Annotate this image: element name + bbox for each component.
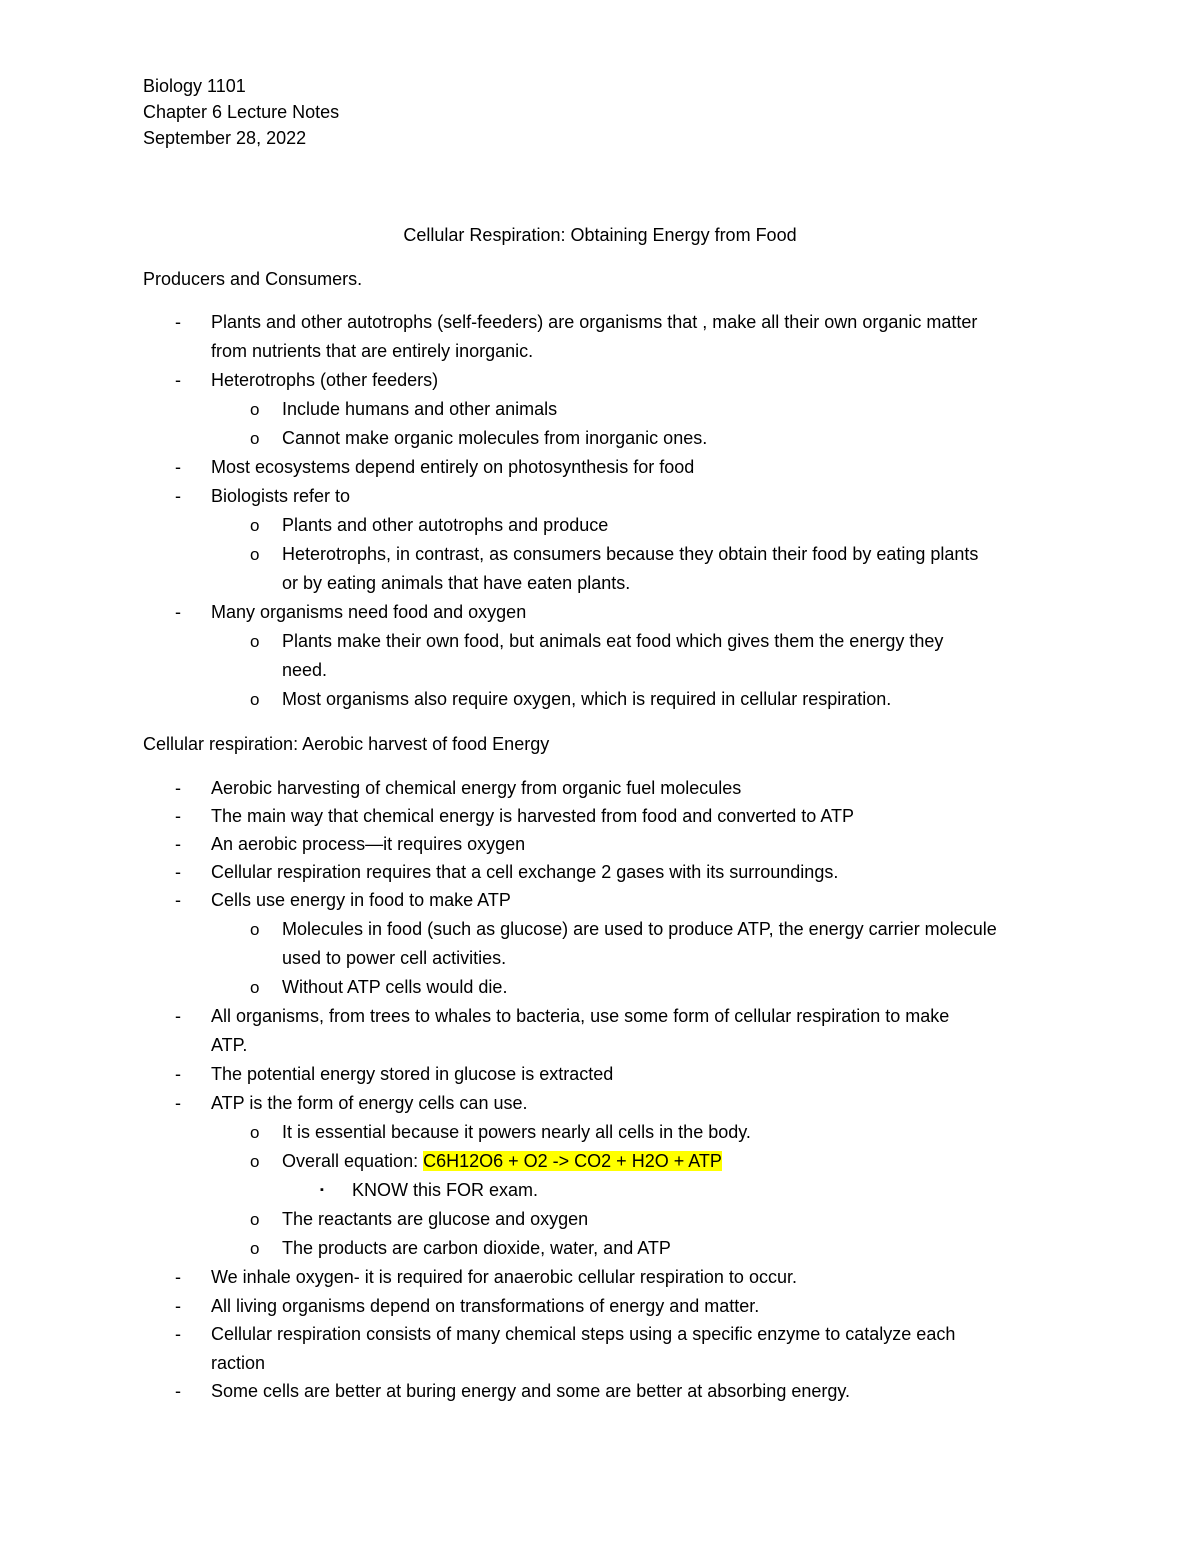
bullet-dash: - [175,834,181,854]
list-item-text: All organisms, from trees to whales to bacteria, use some form of cellular respiration to make [211,1006,950,1026]
bullet-dash: - [175,486,181,506]
bullet-circle: o [250,516,260,535]
list-item-text: ATP is the form of energy cells can use. [211,1093,528,1113]
bullet-dash: - [175,602,181,622]
list-item-text: The main way that chemical energy is harvested from food and converted to ATP [211,806,854,826]
list-item-text: The products are carbon dioxide, water, and ATP [282,1238,671,1258]
section-heading-producers: Producers and Consumers. [143,269,363,289]
list-item-text: Heterotrophs, in contrast, as consumers because they obtain their food by eating plants [282,544,979,564]
bullet-dash: - [175,1267,181,1287]
highlighted-equation: C6H12O6 + O2 -> CO2 + H2O + ATP [423,1151,722,1171]
list-item-text: KNOW this FOR exam. [352,1180,539,1200]
bullet-circle: o [250,1152,260,1171]
list-item-text: Plants and other autotrophs and produce [282,515,609,535]
list-item-text: Cellular respiration requires that a cell exchange 2 gases with its surroundings. [211,862,839,882]
bullet-circle: o [250,400,260,419]
bullet-square: ▪ [320,1184,324,1196]
bullet-circle: o [250,1210,260,1229]
list-item-text: Cellular respiration consists of many chemical steps using a specific enzyme to catalyze each [211,1324,956,1344]
list-item-text [282,1147,722,1176]
bullet-dash: - [175,862,181,882]
bullet-dash: - [175,778,181,798]
list-item-text: An aerobic process—it requires oxygen [211,834,526,854]
list-item-text: Most ecosystems depend entirely on photosynthesis for food [211,457,695,477]
bullet-circle: o [250,978,260,997]
course-name: Biology 1101 [143,76,246,96]
bullet-dash: - [175,890,181,910]
list-item-text: The reactants are glucose and oxygen [282,1209,589,1229]
list-item-text: Plants and other autotrophs (self-feeders) are organisms that , make all their own organic matter [211,312,978,332]
list-item-text: from nutrients that are entirely inorganic. [211,341,534,361]
section-heading-cellular-respiration: Cellular respiration: Aerobic harvest of food Energy [143,734,550,754]
list-item-text: The potential energy stored in glucose is extracted [211,1064,614,1084]
chapter-title: Chapter 6 Lecture Notes [143,102,340,122]
list-item-text: Aerobic harvesting of chemical energy from organic fuel molecules [211,778,742,798]
bullet-circle: o [250,545,260,564]
list-item-text: Most organisms also require oxygen, which is required in cellular respiration. [282,689,892,709]
bullet-dash: - [175,1296,181,1316]
list-item-text: used to power cell activities. [282,948,507,968]
list-item-text: It is essential because it powers nearly all cells in the body. [282,1122,751,1142]
list-item-text: Cannot make organic molecules from inorganic ones. [282,428,708,448]
bullet-dash: - [175,457,181,477]
bullet-dash: - [175,806,181,826]
list-item-text: Biologists refer to [211,486,351,506]
bullet-circle: o [250,1239,260,1258]
list-item-text: Heterotrophs (other feeders) [211,370,439,390]
list-item-text: All living organisms depend on transformations of energy and matter. [211,1296,760,1316]
bullet-circle: o [250,632,260,651]
list-item-text: or by eating animals that have eaten plants. [282,573,631,593]
list-item-text: We inhale oxygen- it is required for anaerobic cellular respiration to occur. [211,1267,797,1287]
document-title: Cellular Respiration: Obtaining Energy from Food [403,225,797,245]
bullet-circle: o [250,920,260,939]
bullet-dash: - [175,1093,181,1113]
list-item-text: Molecules in food (such as glucose) are used to produce ATP, the energy carrier molecule [282,919,997,939]
list-item-text: Cells use energy in food to make ATP [211,890,511,910]
bullet-dash: - [175,1006,181,1026]
list-item-text: need. [282,660,328,680]
bullet-dash: - [175,312,181,332]
list-item-text: Without ATP cells would die. [282,977,508,997]
bullet-dash: - [175,1324,181,1344]
list-item-text: raction [211,1353,266,1373]
equation-label: Overall equation: [282,1151,424,1171]
list-item-text: Many organisms need food and oxygen [211,602,527,622]
bullet-circle: o [250,429,260,448]
list-item-text: Include humans and other animals [282,399,558,419]
bullet-dash: - [175,1064,181,1084]
list-item-text: Plants make their own food, but animals eat food which gives them the energy they [282,631,944,651]
bullet-circle: o [250,690,260,709]
bullet-dash: - [175,370,181,390]
list-item-text: ATP. [211,1035,248,1055]
bullet-dash: - [175,1381,181,1401]
bullet-circle: o [250,1123,260,1142]
list-item-text: Some cells are better at buring energy and some are better at absorbing energy. [211,1381,851,1401]
date: September 28, 2022 [143,128,307,148]
